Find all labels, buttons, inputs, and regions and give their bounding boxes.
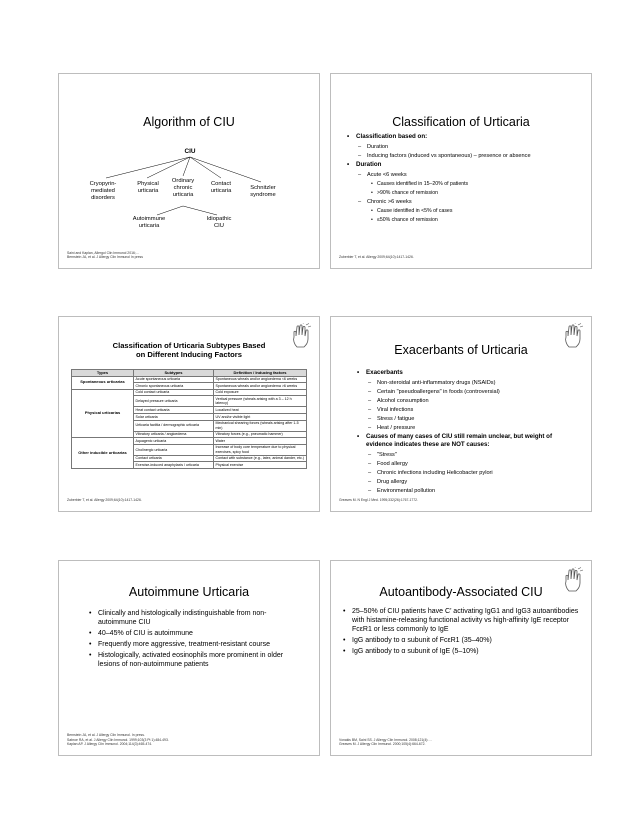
- ciu-root-node: CIU: [184, 148, 196, 155]
- bullet-item: – Chronic infections including Helicobacter pylori: [357, 469, 577, 477]
- slide-autoantibody-associated-ciu: [330, 560, 592, 756]
- bullet-item: – Non-steroidal anti-inflammatory drugs (NSAIDs): [357, 379, 577, 387]
- bullet-item: • Frequently more aggressive, treatment-resistant course: [89, 640, 301, 649]
- subtype-cell: Chronic spontaneous urticaria: [134, 383, 214, 390]
- subtype-cell: Exercise-induced anaphylaxis / urticaria: [134, 462, 214, 469]
- header-types: Types: [72, 370, 134, 377]
- definition-cell: Vertical pressure (wheals arising with a 3 – 12 h latency): [214, 396, 307, 407]
- pointing-hand-icon: [289, 323, 313, 349]
- bullet-item: – Environmental pollution: [357, 487, 577, 495]
- slide-title: Algorithm of CIU: [143, 115, 235, 129]
- bullet-item: • Histologically, activated eosinophils more prominent in older lesions of non-autoimmune patients: [89, 651, 301, 669]
- bullet-list: [89, 609, 301, 671]
- algorithm-connector-lines: [59, 74, 320, 269]
- bullet-item: • 25–50% of CIU patients have C’ activating IgG1 and IgG3 autoantibodies with histamine-releasing functional activity vs high-affinity IgE receptor FcεR1 or less commonly to IgE: [343, 607, 579, 634]
- bullet-item: – Certain "pseudoallergens" in foods (controversial): [357, 388, 577, 396]
- subtype-cell: Solar urticaria: [134, 413, 214, 420]
- bullet-list: [343, 607, 579, 658]
- slide-title: Classification of Urticaria: [392, 115, 530, 129]
- definition-cell: Spontaneous wheals and/or angioedema <6 weeks: [214, 376, 307, 383]
- bullet-item: • IgG antibody to α subunit of IgE (5–10%): [343, 647, 579, 656]
- definition-cell: Cold exposure: [214, 389, 307, 396]
- type-cell: Physical urticarias: [72, 389, 134, 437]
- node-schnitzler-syndrome: Schnitzler syndrome: [250, 185, 276, 198]
- table-row: [72, 376, 307, 383]
- bullet-item: – Inducing factors (induced vs spontaneous) – presence or absence: [347, 152, 581, 160]
- bullet-list: [357, 369, 577, 496]
- definition-cell: Physical exercise: [214, 462, 307, 469]
- subtype-cell: Delayed pressure urticaria: [134, 396, 214, 407]
- slide-reference: Vonakis BM, Saini SS. J Allergy Clin Immunol. 2008;121(4):… Greaves M. J Allergy Clin Immunol. 2000;105(4):664-672.: [339, 737, 432, 747]
- node-cryopyrin: Cryopyrin-mediated disorders: [89, 181, 117, 201]
- slide-autoimmune-urticaria: [58, 560, 320, 756]
- bullet-item: • Cause identified in <5% of cases: [347, 207, 581, 215]
- subtype-cell: Vibratory urticaria / angioedema: [134, 431, 214, 438]
- subtype-cell: Aquagenic urticaria: [134, 438, 214, 445]
- bullet-item: – Viral infections: [357, 406, 577, 414]
- node-ordinary-chronic-urticaria: Ordinary chronic urticaria: [171, 178, 195, 198]
- bullet-item: • Causes of many cases of CIU still remain unclear, but weight of evidence indicates these are NOT causes:: [357, 433, 577, 449]
- subtype-cell: Urticaria factitia / dermographic urticaria: [134, 420, 214, 431]
- bullet-item: – Alcohol consumption: [357, 397, 577, 405]
- bullet-item: • Exacerbants: [357, 369, 577, 377]
- definition-cell: UV and/or visible light: [214, 413, 307, 420]
- bullet-item: • 40–45% of CIU is autoimmune: [89, 629, 301, 638]
- table-header-row: [72, 370, 307, 377]
- slide-reference: Greaves M. N Engl J Med. 1995;332(26):1767-1772.: [339, 498, 418, 503]
- type-cell: Other inducible urticarias: [72, 438, 134, 469]
- table-row: [72, 438, 307, 445]
- node-contact-urticaria: Contact urticaria: [210, 181, 232, 194]
- slide-title: Classification of Urticaria Subtypes Based on Different Inducing Factors: [112, 341, 266, 359]
- bullet-item: • Classification based on:: [347, 133, 581, 141]
- definition-cell: Vibratory forces (e.g., pneumatic hammer): [214, 431, 307, 438]
- slide-title: Autoantibody-Associated CIU: [379, 585, 543, 599]
- bullet-item: – Drug allergy: [357, 478, 577, 486]
- definition-cell: Water: [214, 438, 307, 445]
- subtype-cell: Contact urticaria: [134, 455, 214, 462]
- definition-cell: Increase of body core temperature due to physical exercises, spicy food: [214, 444, 307, 455]
- subtype-cell: Cholinergic urticaria: [134, 444, 214, 455]
- bullet-item: – "Stress": [357, 451, 577, 459]
- bullet-item: – Stress / fatigue: [357, 415, 577, 423]
- slide-title: Autoimmune Urticaria: [128, 585, 250, 599]
- bullet-item: – Food allergy: [357, 460, 577, 468]
- urticaria-subtype-table: [71, 369, 307, 469]
- subtype-cell: Acute spontaneous urticaria: [134, 376, 214, 383]
- bullet-list: [347, 133, 581, 225]
- header-subtypes: Subtypes: [134, 370, 214, 377]
- bullet-item: – Heat / pressure: [357, 424, 577, 432]
- slide-exacerbants-of-urticaria: [330, 316, 592, 512]
- bullet-item: • Causes identified in 15–20% of patients: [347, 180, 581, 188]
- slide-classification-of-urticaria: [330, 73, 592, 269]
- slide-reference: Zuberbier T, et al. Allergy 2009;64(10):1417-1426.: [339, 255, 414, 260]
- slide-classification-subtypes: [58, 316, 320, 512]
- definition-cell: Localized heat: [214, 407, 307, 414]
- definition-cell: Mechanical shearing forces (wheals arising after 1-5 min): [214, 420, 307, 431]
- bullet-item: – Duration: [347, 143, 581, 151]
- node-physical-urticaria: Physical urticaria: [137, 181, 159, 194]
- slide-reference: Saini and Kaplan, Allergol Clin Immunol 2016;… Bernstein JA, et al. J Allergy Clin Immunol In press: [67, 250, 143, 260]
- node-idiopathic-ciu: Idiopathic CIU: [206, 216, 232, 229]
- slide-reference: Zuberbier T, et al. Allergy 2009;64(10):1417-1426.: [67, 498, 142, 503]
- bullet-item: • >90% chance of remission: [347, 189, 581, 197]
- bullet-item: • Duration: [347, 161, 581, 169]
- definition-cell: Spontaneous wheals and/or angioedema >6 weeks: [214, 383, 307, 390]
- type-cell: Spontaneous urticarias: [72, 376, 134, 389]
- subtype-cell: Heat contact urticaria: [134, 407, 214, 414]
- table-row: [72, 389, 307, 396]
- bullet-item: • ≤50% chance of remission: [347, 216, 581, 224]
- slide-reference: Bernstein JA, et al. J Allergy Clin Immunol. In press. Sabroe RA, et al. J Allergy Clin Immunol. 1999;103(3 Pt 1):484-493. Kaplan AP. J Allergy Clin Immunol. 2004;114(3):465-474.: [67, 733, 169, 747]
- slide-algorithm-of-ciu: [58, 73, 320, 269]
- bullet-item: – Chronic >6 weeks: [347, 198, 581, 206]
- definition-cell: Contact with substance (e.g., latex, animal dander, etc.): [214, 455, 307, 462]
- bullet-item: – Acute <6 weeks: [347, 171, 581, 179]
- header-definition: Definition / Inducing factors: [214, 370, 307, 377]
- node-autoimmune-urticaria: Autoimmune urticaria: [132, 216, 166, 229]
- subtype-cell: Cold contact urticaria: [134, 389, 214, 396]
- bullet-item: • Clinically and histologically indistinguishable from non-autoimmune CIU: [89, 609, 301, 627]
- slide-title: Exacerbants of Urticaria: [394, 343, 528, 357]
- bullet-item: • IgG antibody to α subunit of FcεR1 (35–40%): [343, 636, 579, 645]
